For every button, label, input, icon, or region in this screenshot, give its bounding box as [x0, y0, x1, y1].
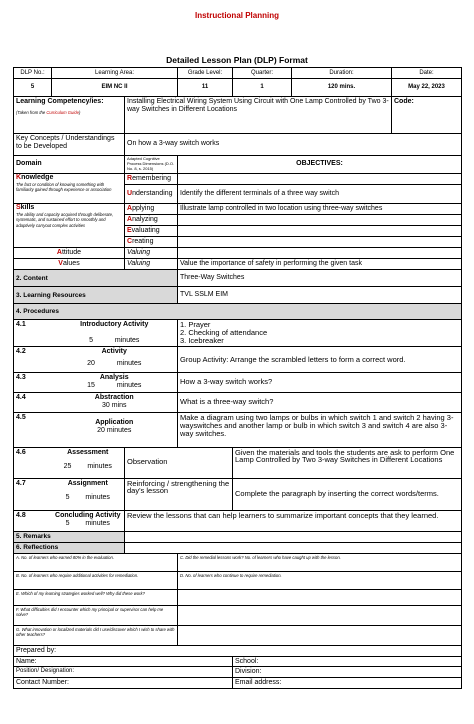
procedure-text: What is a three-way switch?	[178, 392, 462, 412]
procedures-header-row	[14, 304, 462, 320]
procedure-text: How a 3-way switch works?	[178, 373, 462, 392]
attitude-label: Attitude	[14, 248, 125, 259]
procedures-label: 4. Procedures	[14, 304, 462, 320]
skills-row-1	[14, 204, 462, 215]
content-value: Three-Way Switches	[178, 270, 462, 287]
procedure-row	[14, 320, 462, 347]
procedure-title: Activity	[101, 348, 127, 356]
domain-header-row	[14, 156, 462, 174]
skills-description: The ability and capacity acquired through deliberate, systematic, and sustained effort to smoothly and adaptively carryout complex activities	[16, 212, 114, 228]
division-label: Division:	[233, 666, 462, 677]
procedure-row	[14, 392, 462, 412]
procedure-row	[14, 447, 462, 478]
procedure-unit: minutes	[85, 519, 110, 527]
reflection-item-e: E. Which of my learning strategies worked well? Why did these work?	[14, 589, 178, 605]
attitude-level: Valuing	[125, 248, 178, 259]
grade-level-label: Grade Level:	[178, 68, 233, 79]
procedure-row	[14, 347, 462, 373]
reflections-row	[14, 542, 462, 553]
procedure-unit: mins	[111, 401, 127, 409]
procedure-minutes: 25	[63, 462, 72, 470]
reflection-item-row	[14, 571, 462, 589]
knowledge-description: The fact or condition of knowing something with familiarity gained through experience or association	[16, 182, 112, 193]
reflection-item-a: A. No. of learners who earned 80% in the evaluation.	[14, 553, 178, 571]
attitude-row	[14, 248, 462, 259]
procedure-minutes: 5	[89, 337, 93, 345]
values-label: Values	[14, 259, 125, 270]
procedure-unit: minutes	[106, 426, 132, 434]
reflection-item-row	[14, 625, 462, 645]
quarter-value: 1	[233, 79, 292, 97]
footer-row-2	[14, 666, 462, 677]
procedure-text: 1. Prayer 2. Checking of attendance 3. Icebreaker	[178, 320, 462, 347]
procedure-method: Observation	[125, 447, 233, 478]
procedure-title: Assessment	[67, 448, 109, 456]
objectives-label: OBJECTIVES:	[178, 156, 462, 174]
level-analyzing: Analyzing	[125, 215, 178, 226]
competency-row	[14, 97, 462, 134]
knowledge-row-1	[14, 174, 462, 185]
procedure-method: Reinforcing / strengthening the day's lesson	[125, 478, 233, 510]
procedure-number: 4.4	[14, 392, 52, 412]
quarter-label: Quarter:	[233, 68, 292, 79]
procedure-row	[14, 412, 462, 447]
attitude-objective	[178, 248, 462, 259]
content-row	[14, 270, 462, 287]
email-label: Email address:	[233, 677, 462, 688]
reflection-item-f: F. What difficulties did I encounter which my principal or supervisor can help me solve?	[14, 605, 178, 625]
procedure-text: Review the lessons that can help learners to summarize important concepts that they learned.	[125, 510, 462, 531]
page-header-title: Instructional Planning	[194, 11, 279, 20]
key-concepts-text: On how a 3-way switch works	[125, 134, 462, 156]
dlp-no-value: 5	[14, 79, 52, 97]
date-label: Date:	[392, 68, 462, 79]
procedure-number: 4.1	[14, 320, 52, 347]
procedure-number: 4.6	[14, 447, 52, 478]
level-applying: Applying	[125, 204, 178, 215]
header-values-row	[14, 79, 462, 97]
reflection-item-row	[14, 605, 462, 625]
objective-analyzing	[178, 215, 462, 226]
procedure-minutes: 30	[101, 401, 110, 409]
procedure-unit: minutes	[116, 360, 142, 368]
level-creating: Creating	[125, 237, 178, 248]
duration-label: Duration:	[292, 68, 392, 79]
content-label: 2. Content	[14, 270, 178, 287]
learning-area-value: EIM NC II	[52, 79, 178, 97]
procedure-title: Concluding Activity	[55, 511, 121, 519]
procedure-number: 4.3	[14, 373, 52, 392]
level-understanding: Understanding	[125, 185, 178, 204]
taxonomy-label: Adapted Cognitive Process Dimensions (D.O. No. 8, s. 2015)	[125, 156, 178, 174]
objective-remembering	[178, 174, 462, 185]
procedure-unit: minutes	[114, 337, 140, 345]
footer-row-3	[14, 677, 462, 688]
grade-level-value: 11	[178, 79, 233, 97]
values-objective: Value the importance of safety in performing the given task	[178, 259, 462, 270]
procedure-title: Abstraction	[94, 393, 134, 401]
procedure-text: Given the materials and tools the students are ask to perform One Lamp Controlled by Two 3-way Switches in Different Locations	[233, 447, 462, 478]
objective-understanding: Identify the different terminals of a three way switch	[178, 185, 462, 204]
procedure-text: Complete the paragraph by inserting the correct words/terms.	[233, 478, 462, 510]
reflection-item-c: C. Did the remedial lessons work? No. of learners who have caught up with the lesson.	[178, 553, 462, 571]
procedure-number: 4.2	[14, 347, 52, 373]
domain-label: Domain	[14, 156, 125, 174]
procedure-number: 4.8	[14, 510, 52, 531]
remarks-row	[14, 531, 462, 542]
procedure-unit: minutes	[85, 493, 110, 501]
competency-text: Installing Electrical Wiring System Using Circuit with One Lamp Controlled by Two 3-way Switches in Different Locations	[125, 97, 392, 134]
header-labels-row	[14, 68, 462, 79]
procedure-row	[14, 373, 462, 392]
key-concepts-label: Key Concepts / Understandings to be Developed	[14, 134, 125, 156]
level-remembering: Remembering	[125, 174, 178, 185]
school-label: School:	[233, 656, 462, 666]
prepared-by-row	[14, 645, 462, 656]
values-row	[14, 259, 462, 270]
reflection-item-b: B. No. of learners who require additional activities for remediation.	[14, 571, 178, 589]
position-label: Position/ Designation:	[14, 666, 233, 677]
key-concepts-row	[14, 134, 462, 156]
procedure-minutes: 20	[97, 426, 105, 434]
name-label: Name:	[14, 656, 233, 666]
procedure-minutes: 20	[87, 360, 95, 368]
procedure-title: Analysis	[99, 374, 129, 382]
procedure-row	[14, 478, 462, 510]
resources-label: 3. Learning Resources	[14, 287, 178, 304]
procedure-minutes: 5	[65, 519, 70, 527]
procedure-number: 4.5	[14, 412, 52, 447]
values-level: Valuing	[125, 259, 178, 270]
dlp-no-label: DLP No.:	[14, 68, 52, 79]
objective-applying: Illustrate lamp controlled in two location using three-way switches	[178, 204, 462, 215]
skills-label: Skills	[16, 204, 35, 212]
resources-value: TVL SSLM EIM	[178, 287, 462, 304]
learning-area-label: Learning Area:	[52, 68, 178, 79]
dlp-table	[13, 67, 462, 689]
resources-row	[14, 287, 462, 304]
reflection-item-row	[14, 553, 462, 571]
footer-row-1	[14, 656, 462, 666]
prepared-by-label: Prepared by:	[14, 645, 462, 656]
procedure-number: 4.7	[14, 478, 52, 510]
procedure-title: Assignment	[67, 479, 108, 487]
procedure-text: Group Activity: Arrange the scrambled letters to form a correct word.	[178, 347, 462, 373]
procedure-title: Introductory Activity	[80, 321, 149, 329]
contact-label: Contact Number:	[14, 677, 233, 688]
reflection-item-d: D. No. of learners who continue to require remediation.	[178, 571, 462, 589]
objective-creating	[178, 237, 462, 248]
knowledge-label: Knowledge	[16, 174, 54, 181]
procedure-unit: minutes	[87, 462, 112, 470]
reflection-item-row	[14, 589, 462, 605]
procedure-minutes: 15	[87, 382, 95, 390]
level-evaluating: Evaluating	[125, 226, 178, 237]
procedure-text: Make a diagram using two lamps or bulbs in which switch 1 and switch 2 having 3-wayswitches and another lamp or bulb in which switch 3 and switch 4 are also 3-way switches.	[178, 412, 462, 447]
competency-label: Learning Competency/ies:	[16, 98, 104, 105]
document-title: Detailed Lesson Plan (DLP) Format	[166, 55, 308, 65]
competency-source: (Taken from the Curriculum Guide)	[16, 110, 81, 116]
reflections-label: 6. Reflections	[14, 542, 125, 553]
duration-value: 120 mins.	[292, 79, 392, 97]
procedure-unit: minutes	[116, 382, 142, 390]
procedure-title: Application	[95, 418, 134, 426]
code-label: Code:	[392, 97, 462, 134]
procedure-minutes: 5	[65, 493, 70, 501]
objective-evaluating	[178, 226, 462, 237]
reflection-item-g: G. What innovation or localized materials did I use/discover which I wish to share with other teachers?	[14, 625, 178, 645]
procedure-row	[14, 510, 462, 531]
date-value: May 22, 2023	[392, 79, 462, 97]
remarks-label: 5. Remarks	[14, 531, 125, 542]
